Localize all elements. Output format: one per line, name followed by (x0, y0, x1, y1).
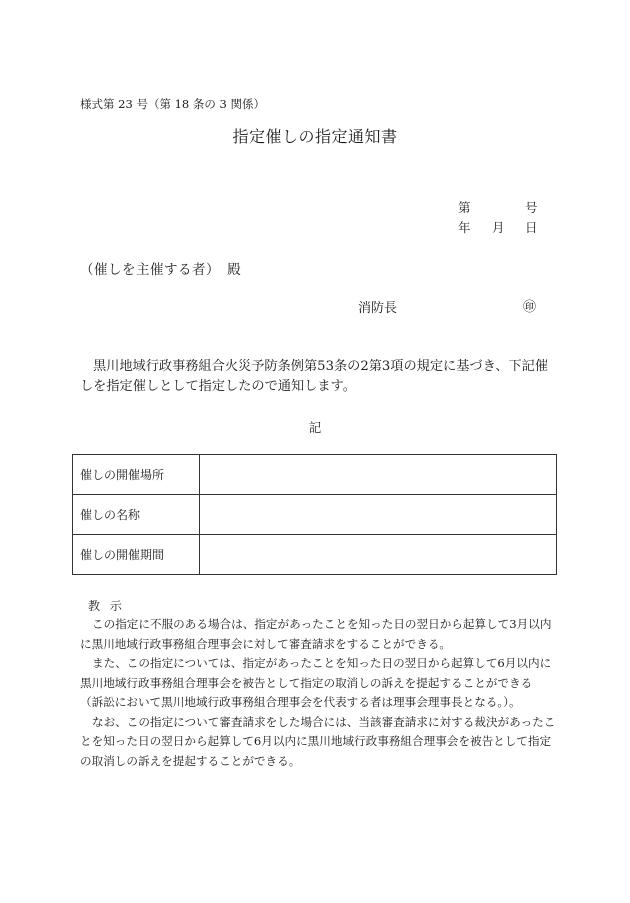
seal-mark: ㊞ (523, 300, 537, 315)
ki-heading: 記 (308, 420, 322, 435)
notice-paragraph-1: この指定に不服のある場合は、指定があったことを知った日の翌日から起算して3月以内に黒川地域行政事務組合理事会に対して審査請求をすることができる。 (80, 617, 552, 651)
row-label-name: 催しの名称 (73, 495, 200, 535)
issuer: 消防長 (358, 301, 398, 316)
notice-paragraph-2-parenthetical: （訴訟において黒川地域行政事務組合理事会を代表する者は理事会理事長となる。）。 (80, 695, 521, 709)
notification-text: 黒川地域行政事務組合火災予防条例第53条の2第3項の規定に基づき、下記催しを指定催しとして指定したので通知します。 (80, 359, 549, 394)
notice-section (80, 615, 560, 771)
notice-paragraph-3: なお、この指定について審査請求をした場合には、当該審査請求に対する裁決があったことを知った日の翌日から起算して6月以内に黒川地域行政事務組合理事会を被告として指定の取消しの訴えを提起することができる。 (80, 714, 556, 768)
notice-paragraph-2: また、この指定については、指定があったことを知った日の翌日から起算して6月以内に黒川地域行政事務組合理事会を被告として指定の取消しの訴えを提起することができる (80, 656, 552, 690)
row-value-period[interactable] (200, 535, 557, 575)
date-month: 月 (492, 220, 505, 235)
date-year: 年 (458, 220, 471, 235)
table-row (73, 495, 557, 535)
table-row (73, 455, 557, 495)
doc-number-dai: 第 (458, 200, 471, 215)
row-value-name[interactable] (200, 495, 557, 535)
row-label-period: 催しの開催期間 (73, 535, 200, 575)
row-value-venue[interactable] (200, 455, 557, 495)
form-number: 様式第 23 号（第 18 条の 3 関係） (80, 97, 266, 111)
table-row (73, 535, 557, 575)
row-label-venue: 催しの開催場所 (73, 455, 200, 495)
addressee: （催しを主催する者） 殿 (80, 262, 242, 278)
notice-title: 教 示 (88, 599, 125, 613)
date-day: 日 (525, 220, 538, 235)
document-title: 指定催しの指定通知書 (232, 127, 398, 146)
doc-number-go: 号 (525, 200, 538, 215)
event-info-table (72, 454, 557, 575)
